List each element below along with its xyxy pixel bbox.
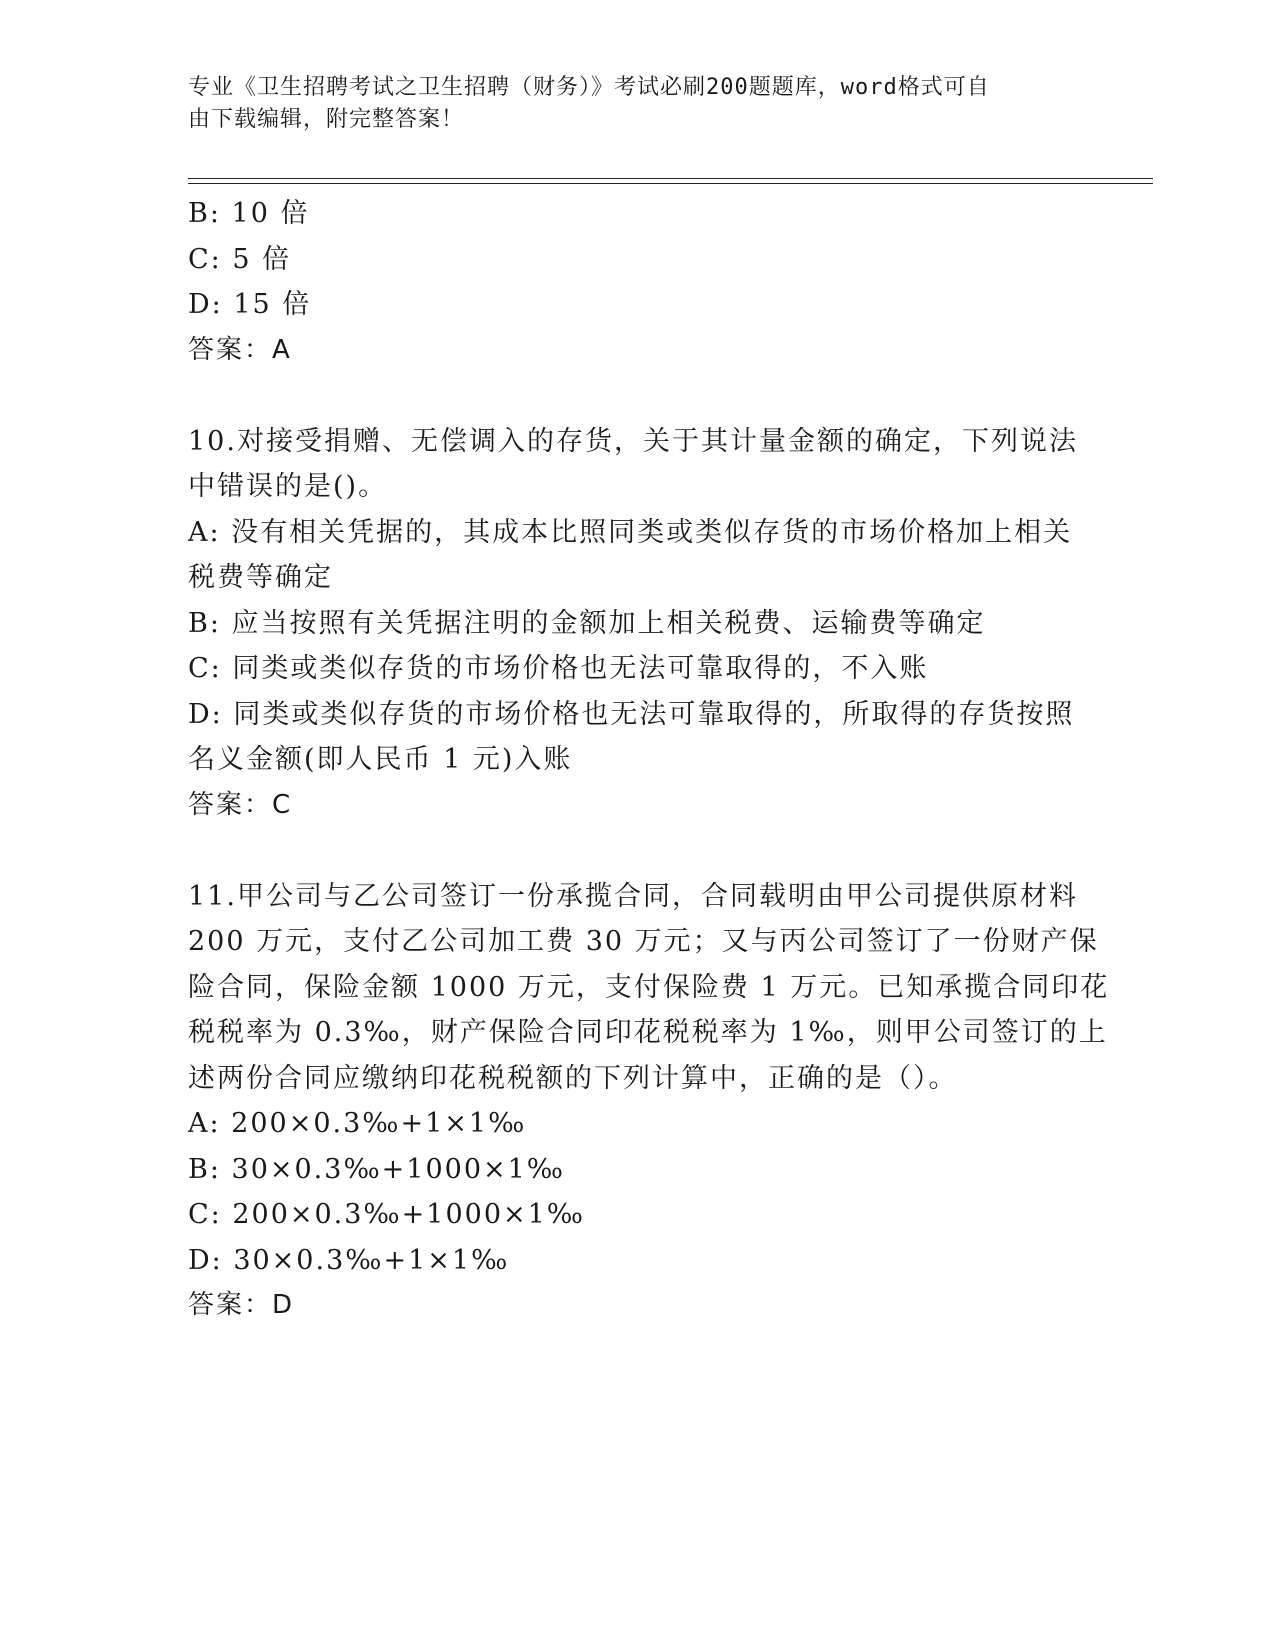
document-body [188, 191, 1110, 1329]
option-b: B: 应当按照有关凭据注明的金额加上相关税费、运输费等确定 [188, 607, 986, 639]
option-b: B: 10 倍 [188, 198, 310, 229]
header-line-2: 由下载编辑，附完整答案！ [188, 107, 465, 132]
question-11 [188, 874, 1110, 1329]
question-stem: 10.对接受捐赠、无偿调入的存货，关于其计量金额的确定，下列说法 [188, 425, 1078, 457]
spacer [188, 828, 1078, 874]
question-stem: 税税率为 0.3‰，财产保险合同印花税税率为 1‰，则甲公司签订的上 [188, 1017, 1108, 1048]
answer: 答案：C [188, 789, 293, 820]
question-stem: 11.甲公司与乙公司签订一份承揽合同，合同载明由甲公司提供原材料 [188, 880, 1078, 912]
header-divider-bottom [188, 183, 1153, 184]
header-line-1: 专业《卫生招聘考试之卫生招聘（财务）》考试必刷200题题库，word格式可自 [188, 75, 990, 100]
option-d: D: 15 倍 [188, 289, 312, 320]
option-c: C: 5 倍 [188, 243, 292, 275]
spacer [188, 373, 1078, 419]
option-a: 税费等确定 [188, 562, 333, 593]
question-9-tail [188, 191, 1078, 373]
question-stem: 险合同，保险金额 1000 万元，支付保险费 1 万元。已知承揽合同印花 [188, 971, 1110, 1003]
option-d: D: 30×0.3‰+1×1‰ [188, 1244, 510, 1276]
option-b: B: 30×0.3‰+1000×1‰ [188, 1153, 566, 1185]
question-stem: 200 万元，支付乙公司加工费 30 万元；又与丙公司签订了一份财产保 [188, 926, 1099, 957]
question-10 [188, 419, 1078, 829]
option-d: D: 同类或类似存货的市场价格也无法可靠取得的，所取得的存货按照 [188, 698, 1075, 730]
option-a: A: 200×0.3‰+1×1‰ [188, 1108, 527, 1139]
header-divider-top [188, 178, 1153, 179]
option-a: A: 没有相关凭据的，其成本比照同类或类似存货的市场价格加上相关 [188, 516, 1073, 548]
document-header [188, 72, 1073, 136]
option-d: 名义金额(即人民币 1 元)入账 [188, 744, 573, 775]
option-c: C: 同类或类似存货的市场价格也无法可靠取得的，不入账 [188, 653, 929, 684]
answer: 答案：A [188, 334, 292, 365]
question-stem: 中错误的是()。 [188, 471, 388, 502]
answer: 答案：D [188, 1290, 295, 1320]
question-stem: 述两份合同应缴纳印花税税额的下列计算中，正确的是（）。 [188, 1062, 958, 1094]
option-c: C: 200×0.3‰+1000×1‰ [188, 1199, 586, 1230]
